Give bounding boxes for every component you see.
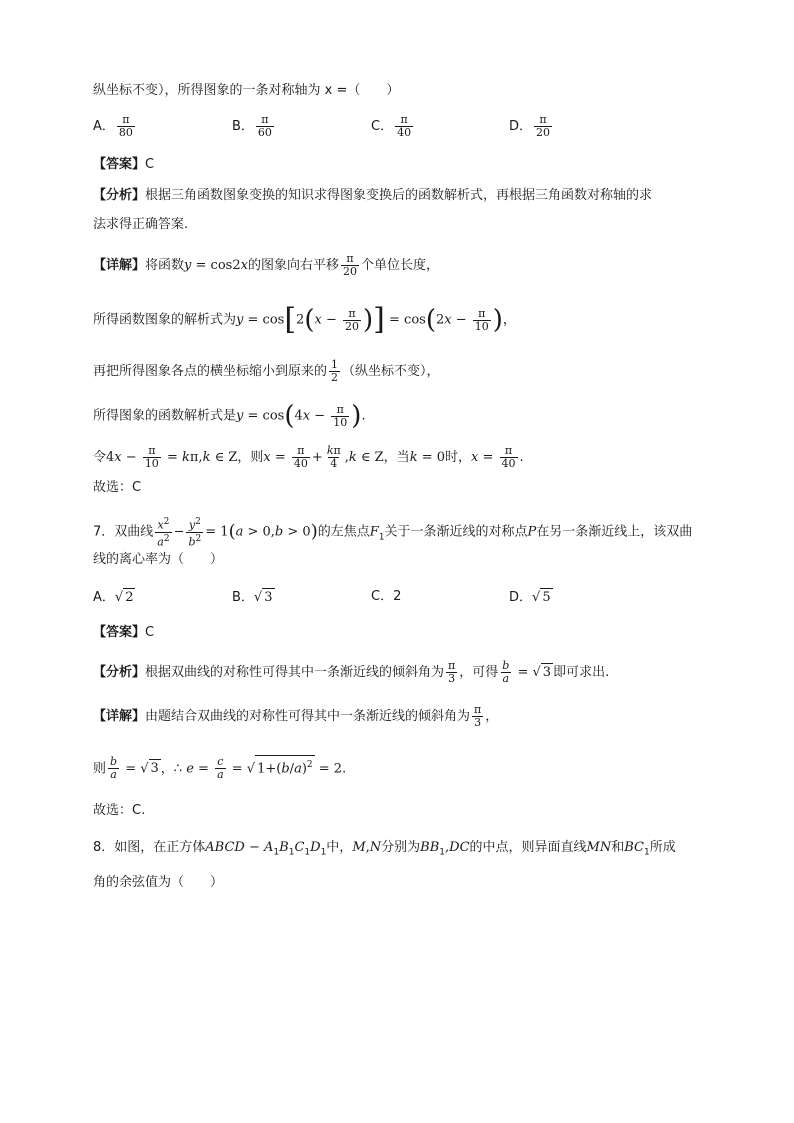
- analysis-q6-cont: 法求得正确答案.: [93, 217, 189, 232]
- option-a: A． $\frac{\pi}{80}$: [93, 113, 133, 139]
- option-b: B． $\frac{\pi}{60}$: [232, 113, 272, 139]
- option-a-q7: A．√ 2: [93, 590, 134, 605]
- option-d-q7: D．√ 5: [509, 590, 551, 605]
- choose-q6: 故选：C: [93, 480, 142, 495]
- question-7: 7．双曲线 $\frac{x^2}{a^2}$ − $\frac{y^2}{b^2}$ = 1(a > 0,b > 0)的左焦点$F_1$关于一条渐近线的对称点P在另一条渐近线上，该双曲: [93, 517, 693, 549]
- answer-q7: 【答案】C: [93, 625, 155, 640]
- detail-q6-line5: 令4x − $\frac{\pi}{10}$ = kπ,k ∈ Z，则x = $\frac{\pi}{40}$ + $\frac{k\pi}{4}$ ,k ∈ Z，当k = 0时，x = $\frac{\pi}{40}$ .: [93, 444, 524, 470]
- question-7-cont: 线的离心率为（ ）: [93, 552, 224, 567]
- detail-q7-calc: 则 $\frac{b}{a}$ = √ 3 ，∴ e = $\frac{c}{a}$ = √ $1+(b/a)^2 = 2$.: [93, 755, 347, 782]
- question-6-tail: 纵坐标不变），所得图象的一条对称轴为 x =（ ）: [93, 83, 400, 98]
- detail-q6-line3: 再把所得图象各点的横坐标缩小到原来的 $\frac{1}{2}$ （纵坐标不变），: [93, 358, 440, 384]
- detail-q7: 【详解】由题结合双曲线的对称性可得其中一条渐近线的倾斜角为 $\frac{\pi}{3}$ ，: [93, 703, 499, 729]
- choose-q7: 故选：C.: [93, 803, 146, 818]
- answer-q6: 【答案】C: [93, 157, 155, 172]
- detail-q6-line1: 【详解】将函数y = cos2x的图象向右平移 $\frac{\pi}{20}$ 个单位长度，: [93, 252, 439, 278]
- detail-q6-line2: 所得函数图象的解析式为y = cos[2(x − $\frac{\pi}{20}$ )] = cos(2x − $\frac{\pi}{10}$ )，: [93, 302, 516, 337]
- option-d: D． $\frac{\pi}{20}$: [509, 113, 551, 139]
- option-c-q7: C．2: [371, 589, 402, 604]
- question-8: 8．如图，在正方体ABCD − $A_1B_1C_1D_1$中，M,N分别为$BB_1,DC$的中点，则异面直线MN和$BC_1$所成: [93, 840, 676, 858]
- analysis-q7: 【分析】根据双曲线的对称性可得其中一条渐近线的倾斜角为 $\frac{\pi}{3}$ ，可得 $\frac{b}{a}$ = √ 3 即可求出.: [93, 659, 610, 685]
- analysis-q6: 【分析】根据三角函数图象变换的知识求得图象变换后的函数解析式，再根据三角函数对称轴的求: [93, 188, 653, 203]
- detail-q6-line4: 所得图象的函数解析式是y = cos(4x − $\frac{\pi}{10}$ ).: [93, 401, 366, 431]
- question-8-cont: 角的余弦值为（ ）: [93, 875, 224, 890]
- option-c: C． $\frac{\pi}{40}$: [371, 113, 412, 139]
- option-b-q7: B．√ 3: [232, 590, 273, 605]
